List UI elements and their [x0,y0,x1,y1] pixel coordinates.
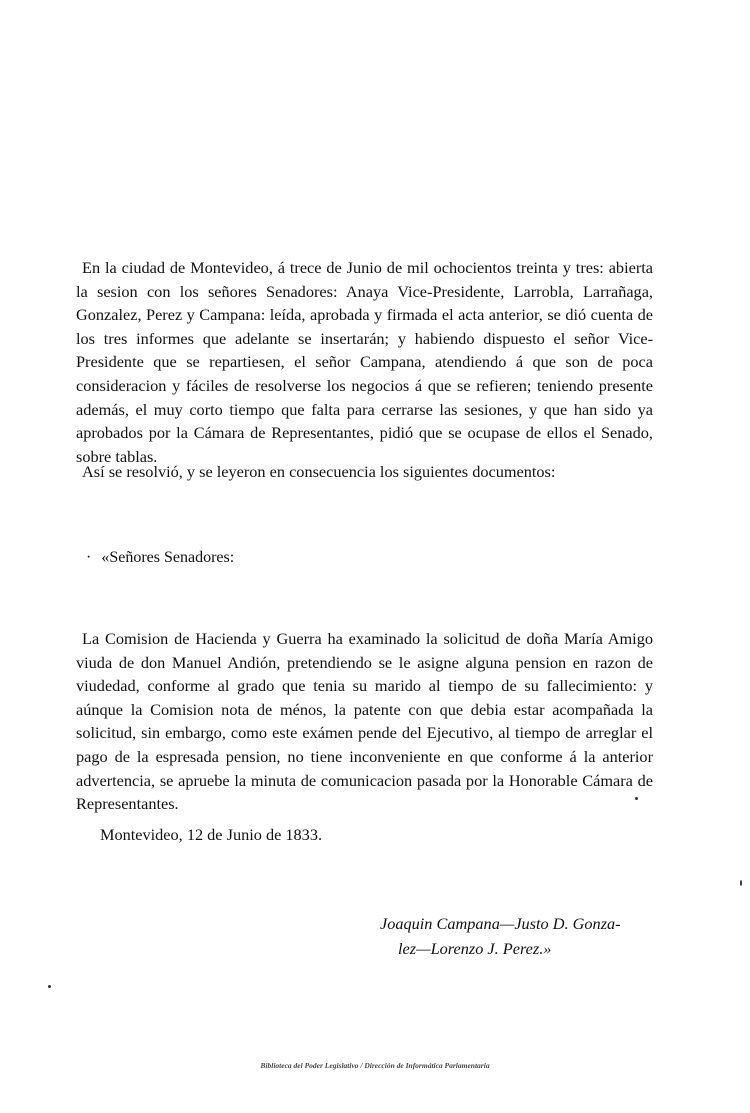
greeting-text: «Señores Senadores: [101,549,235,566]
signatures-line-2: lez—Lorenzo J. Perez.» [398,939,552,958]
greeting-mark: · [86,549,92,566]
scan-speck [635,797,638,800]
footer-credit: Biblioteca del Poder Legislativo / Dirección de Informática Parlamentaria [260,1061,490,1070]
greeting-line [86,547,234,569]
opening-paragraph: En la ciudad de Montevideo, á trece de Junio de mil ochocientos treinta y tres: abierta la sesion con los señores Senadores: Anaya Vice-Presidente, Larrobla, Larrañaga, Gonzalez, Perez y Campana: leída, aprobada y firmada el acta anterior, se dió cuenta de los tres informes que adelante se insertarán; y habiendo dispuesto el señor Vice-Presidente que se repartiesen, el señor Campana, atendiendo á que son de poca consideracion y fáciles de resolverse los negocios á que se refieren; teniendo presente además, el muy corto tiempo que falta para cerrarse las sesiones, y que han sido ya aprobados por la Cámara de Representantes, pidió que se ocupase de ellos el Senado, sobre tablas. [76,258,653,466]
signatures-line-1: Joaquin Campana—Justo D. Gonza- [380,914,621,933]
commission-report-paragraph: La Comision de Hacienda y Guerra ha examinado la solicitud de doña María Amigo viuda de don Manuel Andión, pretendiendo se le asigne alguna pension en razon de viudedad, conforme al grado que tenia su marido al tiempo de su fallecimiento: y aúnque la Comision nota de ménos, la patente con que debia estar acompañada la solicitud, sin embargo, como este exámen pende del Ejecutivo, al tiempo de arreglar el pago de la espresada pension, no tiene inconveniente en que conforme á la anterior advertencia, se apruebe la minuta de comunicacion pasada por la Honorable Cámara de Representantes. [76,629,653,814]
signatures-block [380,911,680,961]
scan-speck [48,985,51,988]
documents-intro-paragraph: Así se resolvió, y se leyeron en consecuencia los siguientes documentos: [82,462,556,481]
scan-speck [740,880,742,886]
place-date-line: Montevideo, 12 de Junio de 1833. [100,825,323,844]
